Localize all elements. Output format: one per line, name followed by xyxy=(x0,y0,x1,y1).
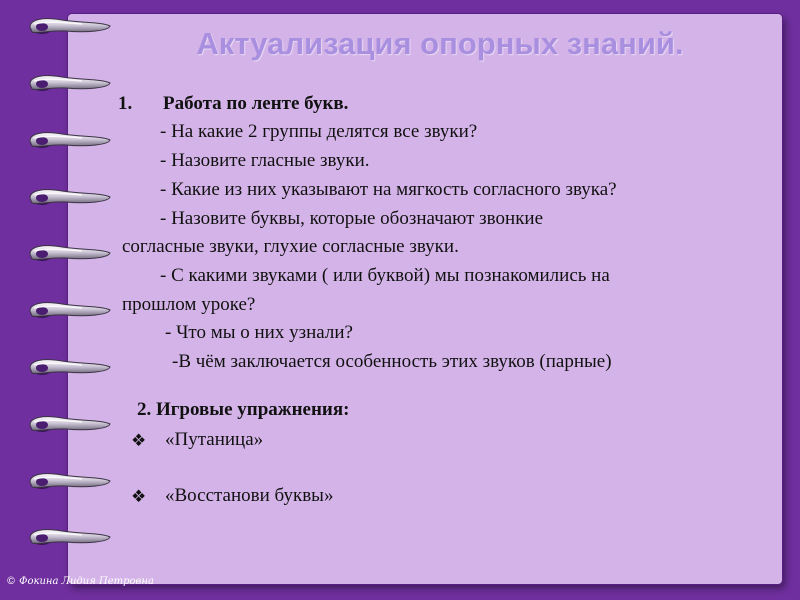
question-line: согласные звуки, глухие согласные звуки. xyxy=(122,236,459,257)
question-line: - На какие 2 группы делятся все звуки? xyxy=(160,121,478,142)
spiral-ring-icon xyxy=(22,241,114,267)
question-line: - Назовите буквы, которые обозначают звонкие xyxy=(160,208,544,229)
question-line: -В чём заключается особенность этих звуков (парные) xyxy=(172,351,612,372)
question-line: - Какие из них указывают на мягкость согласного звука? xyxy=(160,179,617,200)
spiral-ring-icon xyxy=(22,14,114,40)
spiral-ring-icon xyxy=(22,128,114,154)
exercise-item: «Восстанови буквы» xyxy=(165,485,334,506)
exercise-item: «Путаница» xyxy=(165,429,264,450)
spiral-ring-icon xyxy=(22,71,114,97)
diamond-bullet-icon: ❖ xyxy=(131,431,147,450)
section2-heading: 2. Игровые упражнения: xyxy=(137,399,350,420)
spiral-ring-icon xyxy=(22,355,114,381)
question-line: прошлом уроке? xyxy=(122,294,256,315)
author-watermark: © Фокина Лидия Петровна xyxy=(6,576,154,587)
question-line: - Назовите гласные звуки. xyxy=(160,150,370,171)
spiral-ring-icon xyxy=(22,525,114,551)
section1-number: 1. xyxy=(118,93,133,114)
question-line: - Что мы о них узнали? xyxy=(165,322,353,343)
spiral-ring-icon xyxy=(22,469,114,495)
section1-heading: Работа по ленте букв. xyxy=(163,93,349,114)
slide-title: Актуализация опорных знаний. xyxy=(196,26,684,61)
spiral-ring-icon xyxy=(22,185,114,211)
spiral-ring-icon xyxy=(22,412,114,438)
question-line: - С какими звуками ( или буквой) мы познакомились на xyxy=(160,265,610,286)
spiral-ring-icon xyxy=(22,298,114,324)
diamond-bullet-icon: ❖ xyxy=(131,487,147,506)
